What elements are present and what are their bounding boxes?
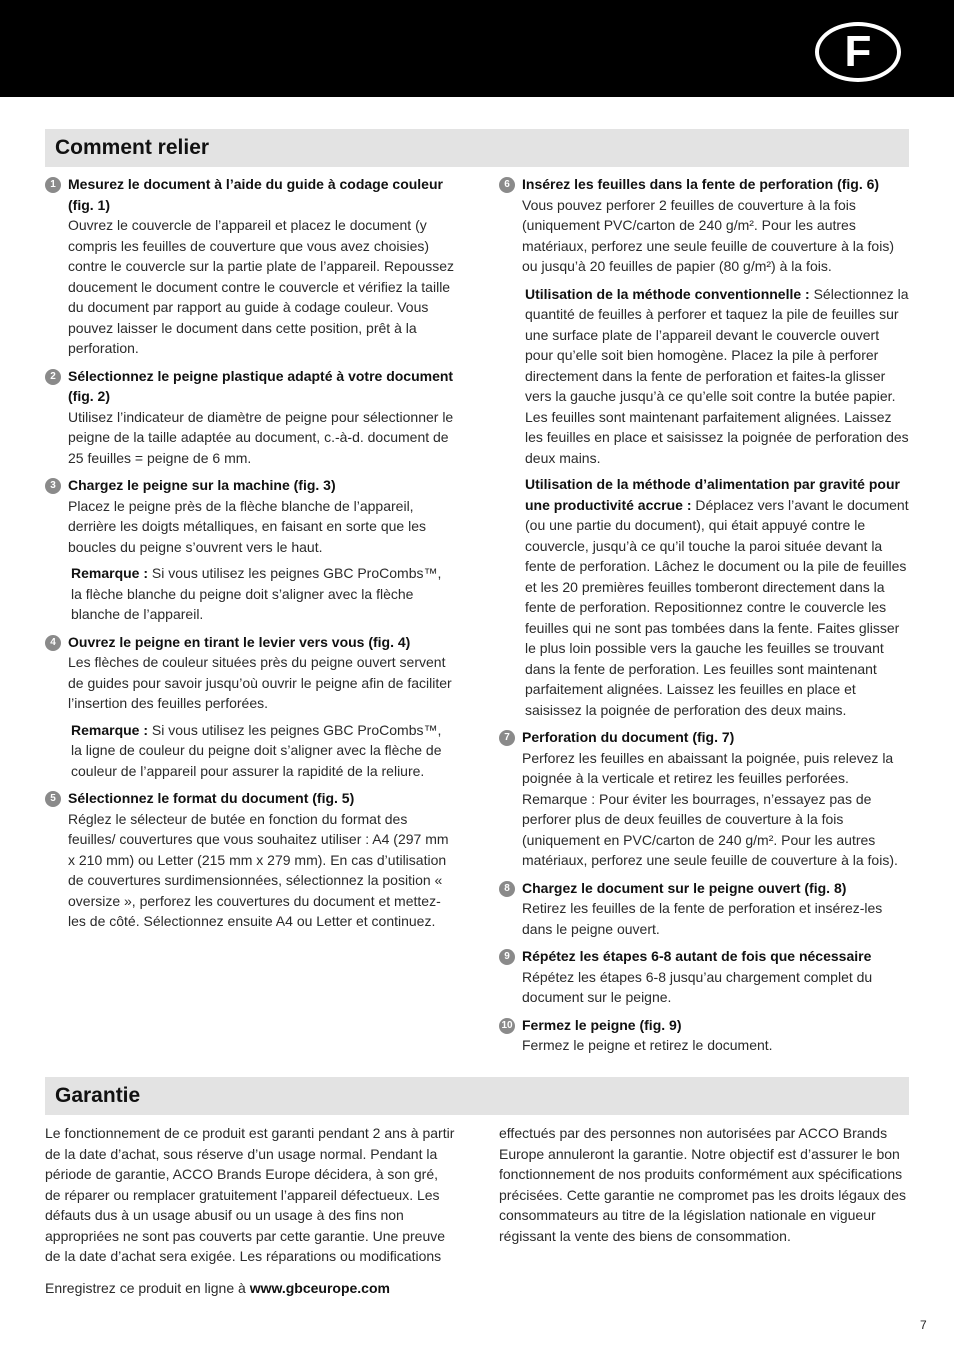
step-number-badge: 2 (45, 369, 61, 385)
step-title: Chargez le document sur le peigne ouvert (fig. 8) (522, 879, 847, 896)
method-label: Utilisation de la méthode d’alimentation par gravité pour une productivité accrue : (525, 476, 900, 513)
step-number-badge: 10 (499, 1018, 515, 1034)
step-title: Chargez le peigne sur la machine (fig. 3) (68, 477, 336, 493)
step-body: Retirez les feuilles de la fente de perforation et insérez-les dans le peigne ouvert. (522, 900, 883, 937)
warranty-text-right: effectués par des personnes non autorisées par ACCO Brands Europe annuleront la garantie. Notre objectif est d’assurer le bon fonctionnement de nos produits conformément aux spécifications précisées. Cette garantie ne compromet pas les droits légaux des consommateurs au titre de la législation nationale en vigueur régissant la vente des biens de consommation. (499, 1125, 906, 1244)
step-title: Sélectionnez le peigne plastique adapté à votre document (fig. 2) (68, 367, 454, 404)
step-body: Fermez le peigne et retirez le document. (522, 1037, 773, 1053)
register-link[interactable]: www.gbceurope.com (249, 1280, 390, 1296)
step-title: Perforation du document (fig. 7) (522, 729, 735, 745)
method-label: Utilisation de la méthode conventionnelle : (525, 285, 810, 302)
note-label: Remarque : (71, 721, 149, 738)
page-number: 7 (920, 1318, 927, 1332)
language-badge: F (815, 22, 901, 82)
step-title: Sélectionnez le format du document (fig. 5) (68, 790, 355, 806)
section-title-how-to-bind: Comment relier (45, 129, 909, 167)
step-title: Insérez les feuilles dans la fente de perforation (fig. 6) (522, 176, 880, 192)
step-9 (499, 946, 909, 1008)
step-body: Placez le peigne près de la flèche blanche de l’appareil, derrière les doigts métalliques, en faisant en sorte que les boucles du peigne s’ouvrent vers le haut. (68, 497, 426, 555)
step-number-badge: 8 (499, 881, 515, 897)
header-bar (0, 0, 954, 97)
step-2 (45, 366, 455, 469)
step-number-badge: 4 (45, 635, 61, 651)
step-10 (499, 1015, 909, 1056)
step-1 (45, 174, 455, 359)
step-number-badge: 6 (499, 177, 515, 193)
step-number-badge: 9 (499, 949, 515, 965)
step-number-badge: 7 (499, 730, 515, 746)
section-title-warranty: Garantie (45, 1077, 909, 1115)
warranty-text-left: Le fonctionnement de ce produit est garanti pendant 2 ans à partir de la date d’achat, sous réserve d’un usage normal. Pendant la période de garantie, ACCO Brands Europe décidera, à son gré, de réparer ou remplacer gratuitement l’appareil défectueux. Les défauts dus à un usage abusif ou un usage à des fins non appropriées ne sont pas couverts par cette garantie. Une preuve de la date d’achat sera exigée. Les réparations ou modifications (45, 1125, 455, 1264)
note-text: Si vous utilisez les peignes GBC ProCombs™, la flèche blanche du peigne doit s’aligner avec la flèche blanche de l’appareil. (71, 565, 442, 622)
steps-column-right (499, 174, 909, 1063)
step-number-badge: 3 (45, 478, 61, 494)
method-gravity (525, 474, 909, 720)
step-body: Répétez les étapes 6-8 jusqu’au chargement complet du document sur le peigne. (522, 968, 873, 1005)
register-text: Enregistrez ce produit en ligne à (45, 1280, 250, 1296)
step-note (71, 720, 455, 782)
step-3 (45, 475, 455, 625)
step-title: Fermez le peigne (fig. 9) (522, 1016, 682, 1033)
step-body: Réglez le sélecteur de butée en fonction du format des feuilles/ couvertures que vous souhaitez utiliser : A4 (297 mm x 210 mm) ou Letter (215 mm x 279 mm). En cas d’utilisation de couvertures surdimensionnées, sélectionnez la position « oversize », perforez les couvertures du document et mettez-les de côté. Sélectionnez ensuite A4 ou Letter et continuez. (68, 810, 449, 929)
step-title: Répétez les étapes 6-8 autant de fois que nécessaire (522, 948, 872, 964)
method-conventional (525, 284, 909, 469)
step-number-badge: 5 (45, 791, 61, 807)
step-body: Vous pouvez perforer 2 feuilles de couverture à la fois (uniquement PVC/carton de 240 g/m². Pour les autres matériaux, perforez une seule feuille de couverture à la fois) ou jusqu’à 20 feuilles de papier (80 g/m²) à la fois. (522, 196, 894, 274)
step-body: Perforez les feuilles en abaissant la poignée, puis relevez la poignée à la verticale et retirez les feuilles perforées. Remarque : Pour éviter les bourrages, n’essayez pas de perforer plus de deux feuilles de couverture à la fois (uniquement en PVC/carton de 240 g/m². Pour les autres matériaux, perforez une seule feuille de couverture à la fois). (522, 749, 898, 868)
method-text: Sélectionnez la quantité de feuilles à perforer et taquez la pile de feuilles sur une surface plate de l’appareil devant le couvercle ouvert pour qu’elle soit bien homogène. Placez la pile à perforer directement dans la fente de perforation et faites-la glisser vers la gauche jusqu’à ce qu’elle soit contre la butée papier. Les feuilles sont maintenant parfaitement alignées. Laissez les feuilles en place et saisissez la poignée de perforation des deux mains. (525, 285, 909, 466)
step-7 (499, 727, 909, 871)
step-title: Ouvrez le peigne en tirant le levier vers vous (fig. 4) (68, 633, 411, 650)
note-label: Remarque : (71, 565, 149, 581)
register-line (45, 1278, 390, 1299)
step-body: Ouvrez le couvercle de l’appareil et placez le document (y compris les feuilles de couverture que vous avez choisies) contre le couvercle sur la partie plate de l’appareil. Repoussez doucement le document contre le couvercle et vérifiez la taille du document par rapport au guide à codage couleur. Vous pouvez laisser le document dans cette position, prêt à la perforation. (68, 217, 454, 356)
step-body: Les flèches de couleur situées près du peigne ouvert servent de guides pour savoir jusqu’où ouvrir le peigne afin de faciliter l’insertion des feuilles perforées. (68, 654, 452, 711)
step-number-badge: 1 (45, 177, 61, 193)
method-text: Déplacez vers l’avant le document (ou une partie du document), qui était appuyé contre le couvercle, jusqu’à ce qu’il touche la paroi située devant la fente de perforation. Lâchez le document ou la pile de feuilles et les 20 premières feuilles tomberont directement dans la fente de perforation. Repositionnez contre le couvercle les feuilles qui ne sont pas tombées dans la fente. Faites glisser le plus loin possible vers la gauche les feuilles se trouvant dans la fente de perforation. Les feuilles sont maintenant parfaitement alignées. Laissez les feuilles en place et saisissez la poignée de perforation des deux mains. (525, 496, 909, 718)
steps-column-left (45, 174, 455, 939)
step-8 (499, 878, 909, 940)
step-5 (45, 788, 455, 932)
step-title: Mesurez le document à l’aide du guide à codage couleur (fig. 1) (68, 176, 443, 213)
step-6 (499, 174, 909, 277)
step-4 (45, 632, 455, 782)
step-note (71, 563, 455, 625)
step-body: Utilisez l’indicateur de diamètre de peigne pour sélectionner le peigne de la taille adaptée au document, c.-à-d. document de 25 feuilles = peigne de 6 mm. (68, 408, 454, 466)
note-text: Si vous utilisez les peignes GBC ProCombs™, la ligne de couleur du peigne doit s’aligner avec la flèche de couleur de l’appareil pour assurer la rapidité de la reliure. (71, 721, 442, 779)
